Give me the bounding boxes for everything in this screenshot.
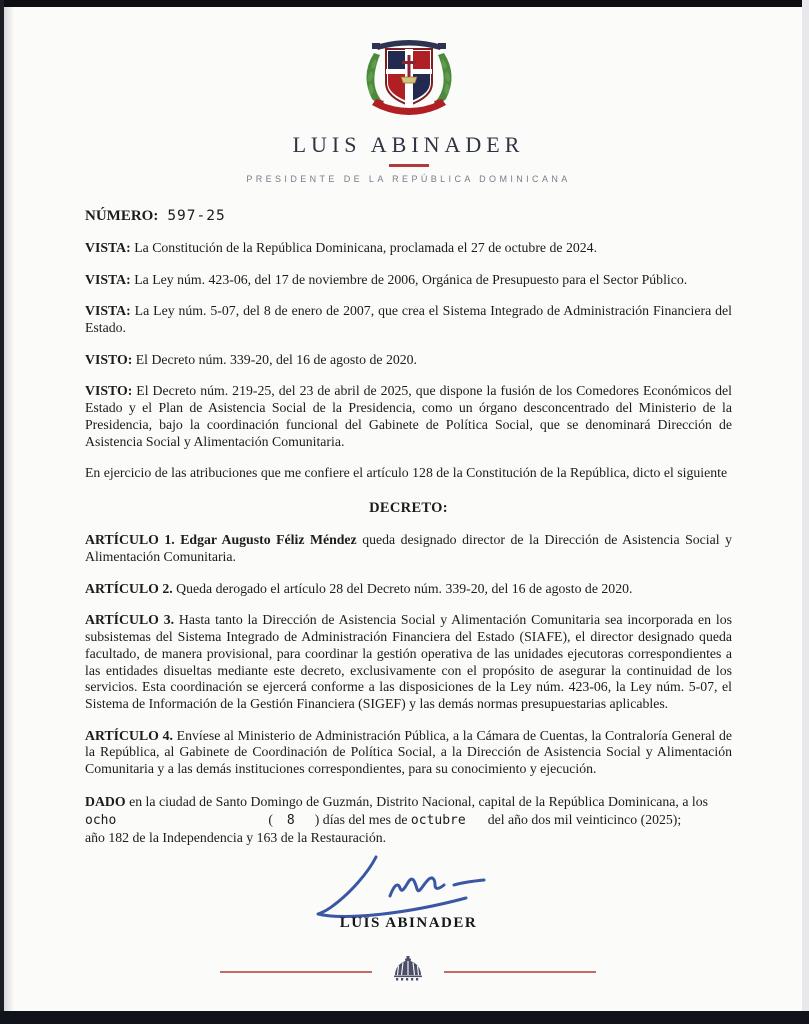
paragraph: VISTO: El Decreto núm. 219-25, del 23 de abril de 2025, que dispone la fusión de los Comedores Económicos del Estado y el Plan de Asistencia Social de la Presidencia, como un órgano desconcentrado del Ministerio de la Presidencia, bajo la coordinación funcional del Gabinete de Política Social, que se denominará Dirección de Asistencia Social y Alimentación Comunitaria. [85,383,732,449]
form-blank-space [273,823,287,824]
paragraph: VISTA: La Ley núm. 423-06, del 17 de noviembre de 2006, Orgánica de Presupuesto para el Sector Público. [85,271,688,287]
paper-edge-shadow [4,0,14,1024]
red-divider [389,164,429,167]
paragraph: ARTÍCULO 3. Hasta tanto la Dirección de Asistencia Social y Alimentación Comunitaria sea incorporada en los subsistemas del Sistema Integrado de Administración Financiera del Estado (SIAFE), el director designado queda facultado, de manera provisional, para coordinar la gestión operativa de las unidades ejecutoras correspondientes a las entidades disueltas mediante este decreto, exclusivamente con el propósito de asegurar la continuidad de los servicios. Esta coordinación se ejercerá conforme a las disposiciones de la Ley núm. 423-06, la Ley núm. 5-07, el Sistema de Información de la Gestión Financiera (SIGEF) y las demás normas presupuestarias aplicables. [85,612,732,711]
handwritten-signature-icon [284,851,534,925]
form-blank-space [466,823,488,824]
footer-ornament [14,956,802,987]
decree-number-label: NÚMERO: [85,208,159,224]
dado-line: DADO en la ciudad de Santo Domingo de Guzmán, Distrito Nacional, capital de la República Dominicana, a los [85,793,708,809]
dado-line: año 182 de la Independencia y 163 de la Restauración. [85,830,387,846]
footer-rule-right [444,971,596,973]
dado-clause [85,793,732,848]
paragraph: VISTA: La Constitución de la República Dominicana, proclamada el 27 de octubre de 2024. [85,240,598,255]
photo-border-bottom [0,1011,809,1024]
president-name: LUIS ABINADER [292,132,525,157]
form-blank-space [116,823,268,824]
letterhead [85,33,732,184]
paragraph: ARTÍCULO 4. Envíese al Ministerio de Administración Pública, a la Cámara de Cuentas, la Contraloría General de la República, al Gabinete de Coordinación de Política Social, a la Dirección de Asistencia Social y Alimentación Comunitaria y a las demás instituciones correspondientes, para su conocimiento y ejecución. [85,727,732,776]
typewritten-fill: octubre [410,812,466,828]
typewritten-fill: 8 [286,812,295,828]
signature-block [85,851,732,932]
photo-border-top [0,0,809,7]
president-subtitle: PRESIDENTE DE LA REPÚBLICA DOMINICANA [246,174,571,184]
paragraph: En ejercicio de las atribuciones que me confiere el artículo 128 de la Constitución de la República, dicto el siguiente [85,465,728,481]
typewritten-fill: ocho [85,812,117,828]
palace-dome-icon [392,956,424,987]
form-blank-space [295,823,315,824]
photo-border-right [802,0,809,1024]
paragraph: VISTO: El Decreto núm. 339-20, del 16 de agosto de 2020. [85,351,417,367]
decree-page [14,7,802,1011]
coat-of-arms-icon [356,33,462,122]
decree-number-line [85,208,732,225]
signatory-name: LUIS ABINADER [339,915,478,932]
decree-body [85,240,732,778]
photo-border-left [0,0,4,1024]
paragraph: ARTÍCULO 2. Queda derogado el artículo 28 del Decreto núm. 339-20, del 16 de agosto de 2020. [85,580,633,596]
dado-line: ocho ( 8 ) días del mes de octubre del año dos mil veinticinco (2025); [85,811,682,828]
decree-heading: DECRETO: [369,499,448,516]
paragraph: VISTA: La Ley núm. 5-07, del 8 de enero de 2007, que crea el Sistema Integrado de Administración Financiera del Estado. [85,303,732,336]
paragraph: ARTÍCULO 1. Edgar Augusto Féliz Méndez queda designado director de la Dirección de Asistencia Social y Alimentación Comunitaria. [85,532,733,565]
footer-rule-left [220,971,372,973]
decree-number-value: 597-25 [167,208,226,224]
